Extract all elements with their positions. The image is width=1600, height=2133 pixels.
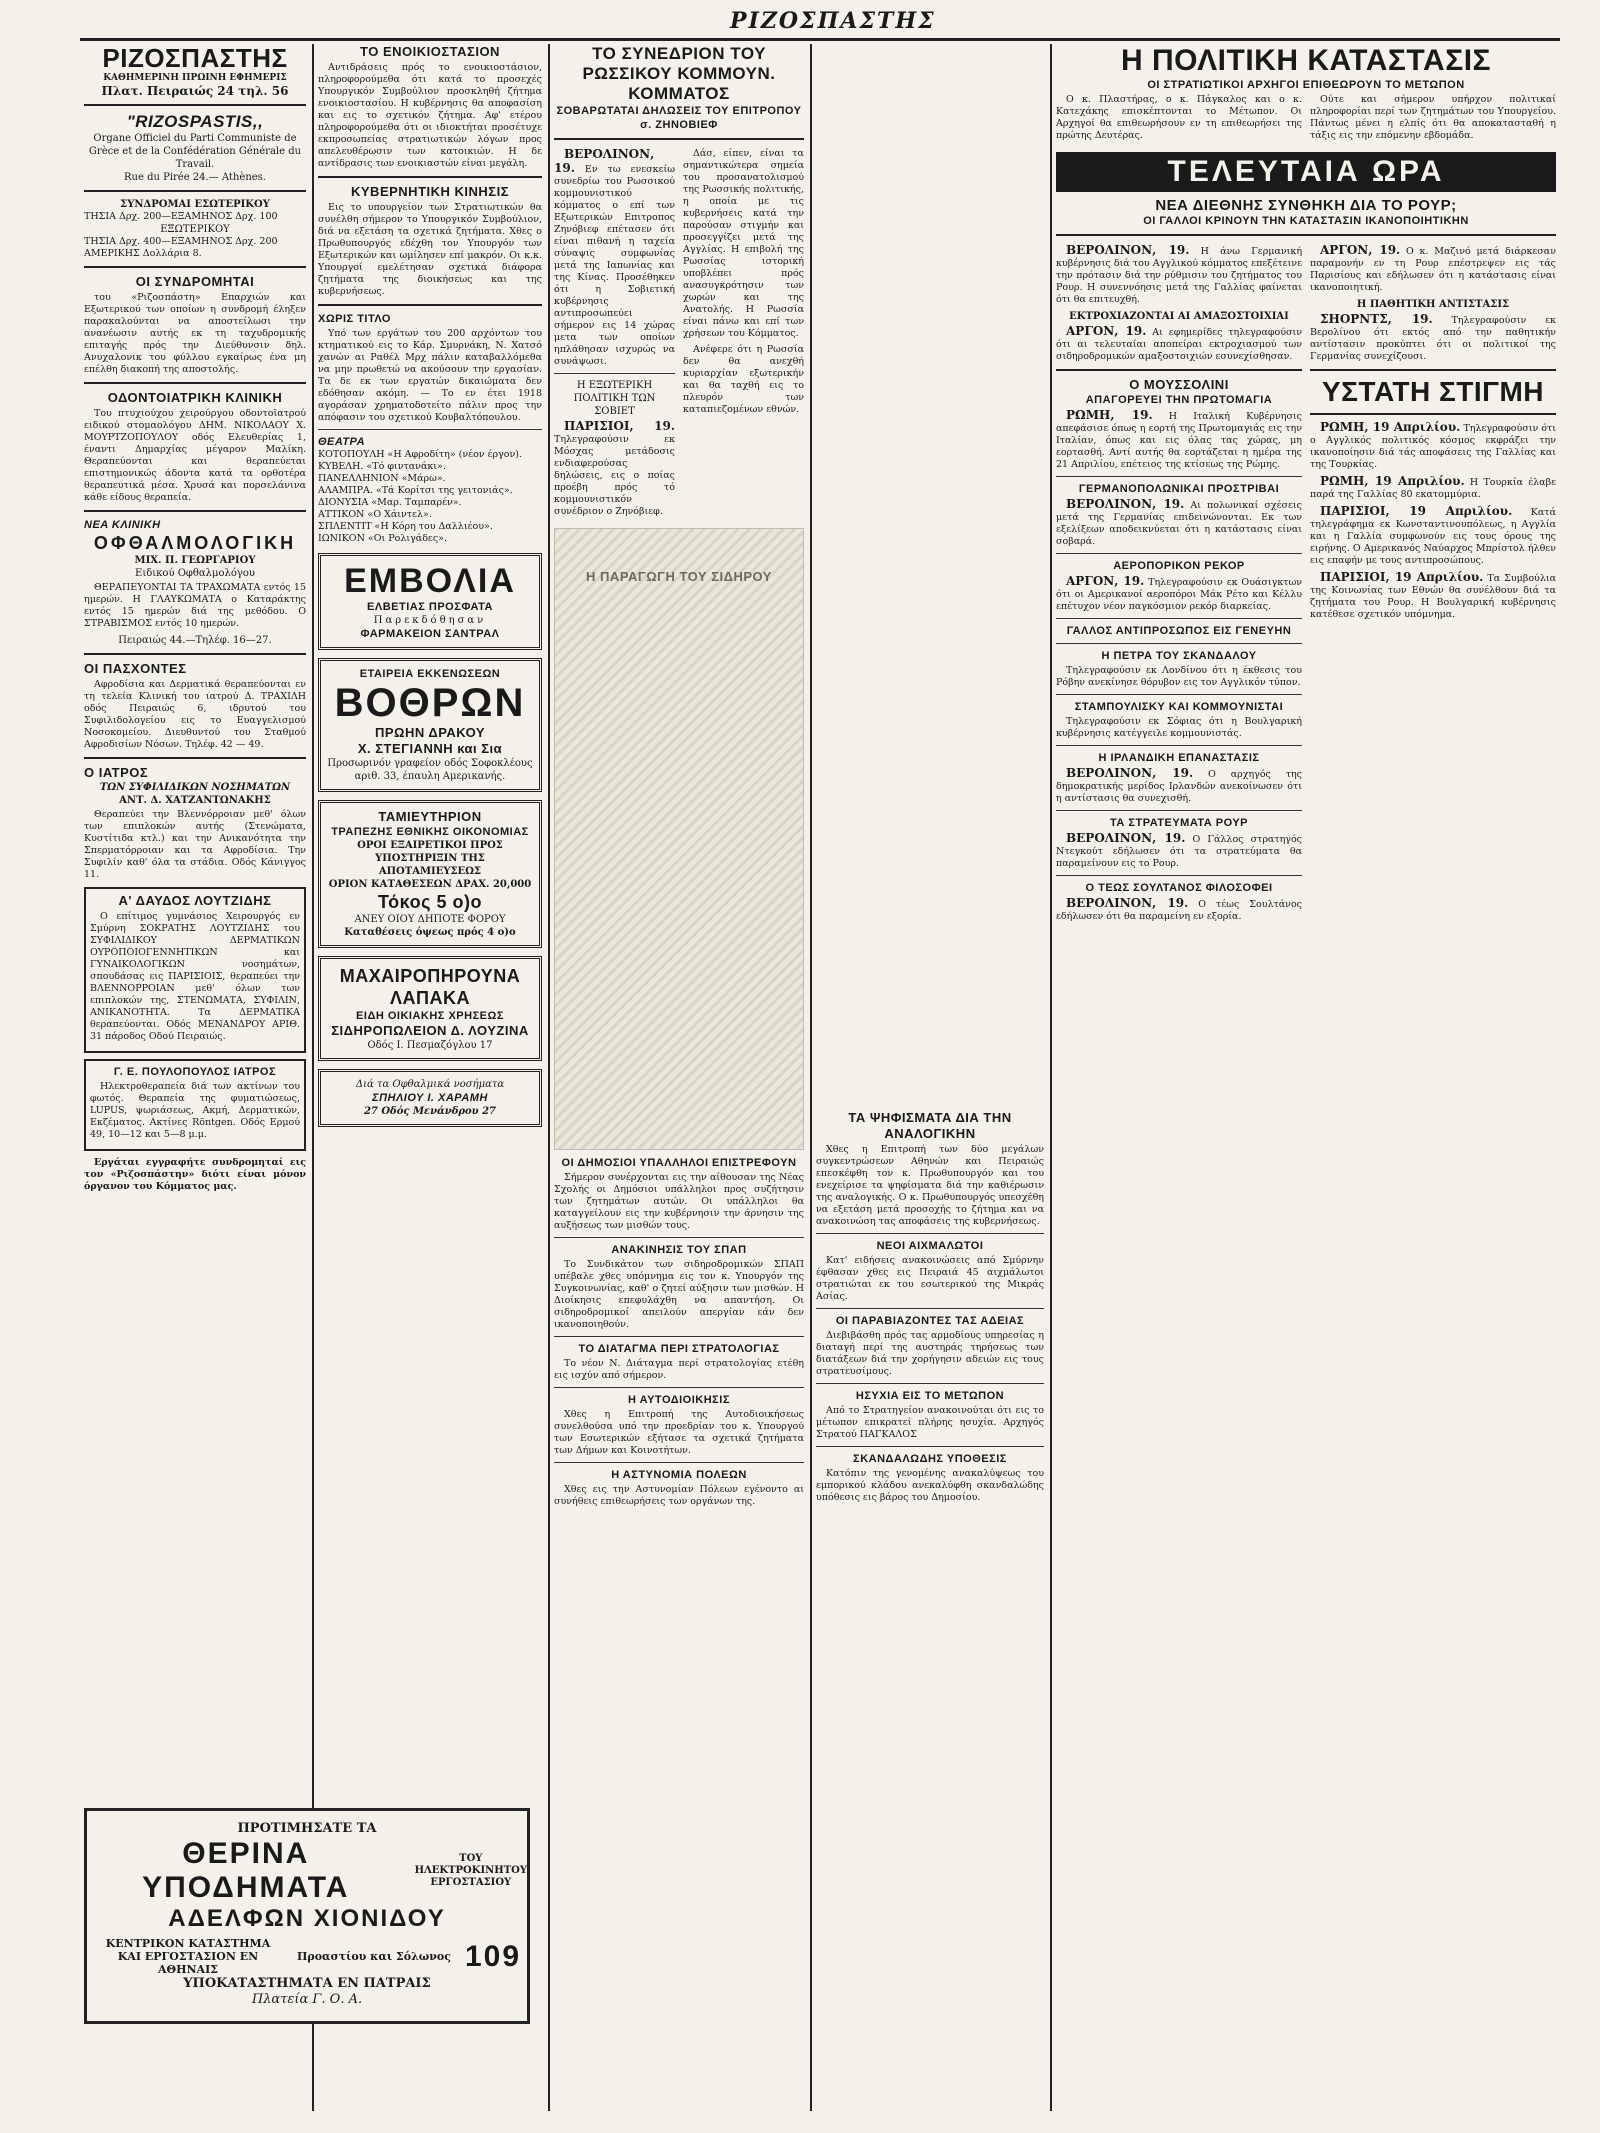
heading: ΤΟ ΔΙΑΤΑΓΜΑ ΠΕΡΙ ΣΤΡΑΤΟΛΟΓΙΑΣ: [578, 1343, 780, 1355]
article-text: Η Ιταλική Κυβέρνησις απεφάσισε όπως η εορτή της Πρωτομαγιάς εις την Ιταλίαν, όπως και εις όλας τας χώρας, μη εορτασθή. Αντί αυτής θα εορτάζεται η ημέρα της 21 Απριλίου, επέτειος της κτίσεως της Ρώμης.: [1056, 411, 1302, 470]
masthead-strip: [80, 8, 1560, 41]
banner-last-hour: ΤΕΛΕΥΤΑΙΑ ΩΡΑ: [1056, 152, 1556, 192]
doctor-name: ΑΝΤ. Δ. ΧΑΤΖΑΝΤΩΝΑΚΗΣ: [119, 795, 271, 806]
article-text: Διεβιβάσθη πρός τας αρμοδίους υπηρεσίας η διαταγή περί της αυστηράς τηρήσεως των διατάξεων διά την χορήγησιν αδειών εις τους στρατευσίμους.: [816, 1330, 1044, 1377]
article-text: Τηλεγραφούσιν εκ Βερολίνου ότι εκτός από την παθητικήν αντίστασιν προκύπτει ότι οι πολιτικοί της Γερμανίας συνεχίζουσι.: [1310, 315, 1556, 362]
heading-small: ΝΕΑ ΚΛΙΝΙΚΗ: [84, 519, 161, 531]
ad-box: [84, 887, 306, 1053]
dateline: ΒΕΡΟΛΙΝΟΝ, 19.: [1066, 497, 1185, 511]
ad-title: ΕΜΒΟΛΙΑ: [344, 562, 516, 600]
subheadline: ΣΟΒΑΡΩΤΑΤΑΙ ΔΗΛΩΣΕΙΣ ΤΟΥ ΕΠΙΤΡΟΠΟΥ σ. ΖΗΝΟΒΙΕΦ: [556, 105, 802, 131]
article-text: Τηλεγραφούσιν εκ Λονδίνου ότι η έκθεσις του Ρόβην ανεκίνησε θόρυβον εις τον Αγγλικόν τύπον.: [1056, 665, 1302, 688]
theatre-listing: ΑΛΑΜΠΡΑ. «Τά Κορίτσι της γειτονιάς».: [318, 485, 513, 496]
faded-article: [554, 528, 804, 1150]
heading: ΑΕΡΟΠΟΡΙΚΟΝ ΡΕΚΟΡ: [1113, 560, 1245, 572]
article-text: Κατ' ειδήσεις ανακοινώσεις από Σμύρνην έφθασαν χθες εις Πειραιά 45 αιχμάλωτοι στρατιώται εκ του εσωτερικού της Μικράς Ασίας.: [816, 1255, 1044, 1302]
heading: ΣΚΑΝΔΑΛΩΔΗΣ ΥΠΟΘΕΣΙΣ: [853, 1453, 1007, 1465]
ad-line: ΤΡΑΠΕΖΗΣ ΕΘΝΙΚΗΣ ΟΙΚΟΝΟΜΙΑΣ: [331, 826, 529, 838]
dateline: ΣΗΟΡΝΤΣ, 19.: [1320, 312, 1433, 326]
ad-line: 27 Οδός Μενάνδρου 27: [363, 1106, 497, 1117]
heading: Η ΑΣΤΥΝΟΜΙΑ ΠΟΛΕΩΝ: [611, 1469, 747, 1481]
theatre-listing: ΑΤΤΙΚΟΝ «Ο Χάιντελ».: [318, 509, 432, 520]
heading: ΘΕΑΤΡΑ: [318, 436, 366, 448]
heading: ΟΙ ΣΥΝΔΡΟΜΗΤΑΙ: [135, 274, 255, 289]
dateline: ΒΕΡΟΛΙΝΟΝ, 19.: [1066, 831, 1186, 845]
ad-line: Χ. ΣΤΕΓΙΑΝΝΗ και Σια: [357, 741, 503, 756]
dateline: Δάσ, είπεν,: [693, 148, 753, 159]
heading: Ο ΙΑΤΡΟΣ: [84, 765, 149, 780]
ad-line: ΟΡΙΟΝ ΚΑΤΑΘΕΣΕΩΝ ΔΡΑΧ. 20,000: [328, 879, 532, 890]
ad-line: Διά τα Οφθαλμικά νοσήματα: [355, 1079, 505, 1090]
ad-number: 109: [464, 1939, 522, 1973]
split-article: [554, 146, 804, 522]
ad-line: Προαστίου και Σόλωνος: [296, 1949, 451, 1963]
ad-line: ΣΠΗΛΙΟΥ Ι. ΧΑΡΑΜΗ: [372, 1092, 488, 1104]
ad-line: ΑΝΕΥ ΟΙΟΥ ΔΗΠΟΤΕ ΦΟΡΟΥ: [354, 914, 506, 925]
article-text: Χθες η Επιτροπή της Αυτοδιοικήσεως συνελθούσα υπό την προεδρίαν του κ. Υπουργού των Εσωτερικών εξήτασε τα σχετικά ζητήματα των Δήμων και Κοινοτήτων.: [554, 1409, 804, 1456]
heading: ΟΙ ΔΗΜΟΣΙΟΙ ΥΠΑΛΛΗΛΟΙ ΕΠΙΣΤΡΕΦΟΥΝ: [561, 1157, 797, 1169]
ad-title: ΒΟΘΡΩΝ: [334, 681, 526, 725]
heading: ΣΤΑΜΠΟΥΛΙΣΚΥ ΚΑΙ ΚΟΜΜΟΥΝΙΣΤΑΙ: [1074, 701, 1284, 713]
ad-line: ΚΕΝΤΡΙΚΟΝ ΚΑΤΑΣΤΗΜΑ ΚΑΙ ΕΡΓΟΣΤΑΣΙΟΝ ΕΝ ΑΘΗΝΑΙΣ: [105, 1937, 271, 1976]
article-text: ΘΕΡΑΠΕΥΟΝΤΑΙ ΤΑ ΤΡΑΧΩΜΑΤΑ εντός 15 ημερών. Η ΓΛΑΥΚΩΜΑΤΑ ο Καταράκτης εντός 15 ημερών διά της μεθόδου. Ο ΣΤΡΑΒΙΣΜΟΣ εντός 10 ημερών.: [84, 582, 306, 629]
article-text: Αφροδίσια και Δερματικά θεραπεύονται εν τη τελεία Κλινική του ιατρού Δ. ΤΡΑΧΙΛΗ οδός Πειραιώς 6, ιδρυτού του Συφιλιδολογείου εις το Ευαγγελισμού Νοσοκομείου. Διευθυντού του Σταθμού Αφροδισίων Νόσων. Τηλέφ. 42 — 49.: [84, 679, 306, 750]
subs-line: ΕΞΩΤΕΡΙΚΟΥ: [160, 224, 230, 235]
article-text: Ο Γάλλος στρατηγός Ντεγκούτ εδήλωσεν ότι τα στρατεύματα θα παραμείνουν εις το Ρουρ.: [1056, 834, 1303, 869]
heading: ΤΑ ΣΤΡΑΤΕΥΜΑΤΑ ΡΟΥΡ: [1109, 817, 1249, 829]
ad-tamieftirion: [318, 800, 542, 948]
paper-title: ΡΙΖΟΣΠΑΣΤΗΣ: [102, 44, 288, 73]
article-text: Ο κ. Μαζινό μετά διάρκεσαν παραμονήν εν τη Ρουρ επέστρεψεν εις τάς Παρισίους και εδήλωσεν ότι η κατάστασις είναι ικανοποιητική.: [1310, 246, 1556, 293]
subheadline: ΟΙ ΣΤΡΑΤΙΩΤΙΚΟΙ ΑΡΧΗΓΟΙ ΕΠΙΘΕΩΡΟΥΝ ΤΟ ΜΕΤΩΠΟΝ: [1147, 79, 1465, 91]
heading: ΟΔΟΝΤΟΙΑΤΡΙΚΗ ΚΛΙΝΙΚΗ: [107, 390, 283, 405]
article-text: Τηλεγραφούσιν εκ Μόσχας μετάδοσις ενδιαφερούσας δηλώσεις, εις ο ποίας προέβη πρός τό κομμουνιστικόν συνέδριον ο Ζηνόβιεφ.: [554, 434, 675, 517]
subheading: ΤΩΝ ΣΥΦΙΛΙΔΙΚΩΝ ΝΟΣΗΜΑΤΩΝ: [99, 782, 291, 793]
dateline: ΠΑΡΙΣΙΟΙ, 19.: [564, 419, 675, 433]
column-2: [318, 44, 542, 1803]
column-1: [84, 44, 306, 1803]
dateline: ΡΩΜΗ, 19.: [1066, 408, 1153, 422]
article-text: Ηλεκτροθεραπεία διά των ακτίνων του φωτός. Θεραπεία της φυματιώσεως, LUPUS, ψωριάσεως, Ακμή, Δερματικών, Εκζέματος. Ακτίνες Röntgen. Οδός Ερμού 49, 10—12 και 5—8 μ.μ.: [90, 1081, 300, 1140]
doctor-specialty: Ειδικού Οφθαλμολόγου: [135, 568, 255, 579]
article-text: Εν τω ενεσκείω συνεδρίω του Ρωσσικού κομμουνιστικού κόμματος ο επί των Εξωτερικών Επιτροπος Ζηνόβιεφ επέτασεν ότι είναι πιθανή η ταχεία σύναψις συμφωνίας μετά της Ιαπωνίας και της Κίνας. Προσέθηκεν ότι η Σοβιετική κυβέρνησις αντιπροσωπεύει σήμερον εις 14 χώρας μετα των οποίων ηπλάθησαν ισχυρώς να συνάψωσι.: [554, 164, 675, 367]
heading: ΓΕΡΜΑΝΟΠΟΛΩΝΙΚΑΙ ΠΡΟΣΤΡΙΒΑΙ: [1078, 483, 1280, 495]
ad-title: ΘΕΡΙΝΑ ΥΠΟΔΗΜΑΤΑ: [142, 1837, 350, 1904]
address: Πειραιώς 44.—Τηλέφ. 16—27.: [118, 635, 272, 646]
paper-subtitle: ΚΑΘΗΜΕΡΙΝΗ ΠΡΩΙΝΗ ΕΦΗΜΕΡΙΣ: [103, 73, 287, 83]
article-text: Σήμερον συνέρχονται εις την αίθουσαν της Νέας Σχολής οι Δημόσιοι υπάλληλοι προς συζήτησιν των ζητημάτων αυτών. Οι υπάλληλοι θα καταγγείλουν εις την κυβέρνησιν την άρνησιν της αυξήσεως των μισθών τους.: [554, 1172, 804, 1231]
article-text: Εργάται εγγραφήτε συνδρομηταί εις τον «Ριζοσπάστην» διότι είναι μόνον όργανον του Κόμματος μας.: [84, 1157, 306, 1192]
subheadline: ΟΙ ΓΑΛΛΟΙ ΚΡΙΝΟΥΝ ΤΗΝ ΚΑΤΑΣΤΑΣΙΝ ΙΚΑΝΟΠΟΙΗΤΙΚΗΝ: [1143, 215, 1469, 227]
doctor-name: ΜΙΧ. Π. ΓΕΩΡΓΑΡΙΟΥ: [134, 555, 256, 566]
headline: Η ΠΟΛΙΤΙΚΗ ΚΑΤΑΣΤΑΣΙΣ: [1120, 44, 1492, 77]
subs-line: ΑΜΕΡΙΚΗΣ Δολλάρια 8.: [84, 248, 202, 259]
dateline: ΑΡΓΟΝ, 19.: [1066, 324, 1147, 338]
ad-line: Πλατεία Γ. Ο. Α.: [251, 1992, 363, 2007]
latin-address: Rue du Pirée 24.— Athènes.: [124, 172, 266, 183]
ad-line: ΤΟΥ ΗΛΕΚΤΡΟΚΙΝΗΤΟΥ ΕΡΓΟΣΤΑΣΙΟΥ: [414, 1853, 528, 1888]
article-text: Ο τέως Σουλτάνος εδήλωσεν ότι θα παραμείνη εν εξορία.: [1056, 899, 1303, 922]
ad-line: ΕΙΔΗ ΟΙΚΙΑΚΗΣ ΧΡΗΣΕΩΣ: [356, 1010, 504, 1022]
ad-line: Οδός Ι. Πεσμαζόγλου 17: [367, 1040, 493, 1051]
article-text: Το Συνδικάτον των σιδηροδρομικών ΣΠΑΠ υπέβαλε χθες υπόμνημα εις τον κ. Υπουργόν της Συγκοινωνίας, καθ' ο ζητεί αύξησιν των μισθών. Η Διοίκησις επεφυλάχθη να απαντήση. Οι σιδηροδρομικοί απειλούν απεργίαν εάν δεν ικανοποιηθούν.: [554, 1259, 804, 1330]
article-text: Η άνω Γερμανική κυβέρνησις διά του Αγγλικού κόμματος επεξέτεινε την πρότασιν διά την ρύθμισιν του ζητήματος του Ρουρ. Η συνεννόησις μετά της Γαλλίας φαίνεται ότι θα επιτευχθή.: [1056, 246, 1303, 305]
heading: Η ΠΕΤΡΑ ΤΟΥ ΣΚΑΝΔΑΛΟΥ: [1101, 650, 1257, 662]
article-text: Εις το υπουργείον των Στρατιωτικών θα συνέλθη σήμερον το Υπουργικόν Συμβούλιον, διά να εξετάση τα σχετικά ζητήματα. Χθες ο Πρωθυπουργός εδέχθη τον Υπουργόν των Εξωτερικών και ωμίλησεν επί μακρόν. Οι κ.κ. Υπουργοί εμελέτησαν σχετικά διάφορα ζητήματα της διοικήσεως και της κυβερνήσεως.: [318, 202, 542, 297]
article-text: Θεραπεύει την Βλεννόρροιαν μεθ' όλων των επιπλοκών αυτής (Στενώματα, Κυστίτιδα κτλ.) και την Ανικανότητα την Σπερματόρροιαν και τα Αφροδίσια. Την Συφιλίν καθ' όλα τα στάδια. Οδός Κάνιγγος 11.: [84, 809, 306, 880]
subs-line: ΤΗΣΙΑ Δρχ. 400—ΕΞΑΜΗΝΟΣ Δρχ. 200: [84, 236, 278, 247]
heading: Ο ΤΕΩΣ ΣΟΥΛΤΑΝΟΣ ΦΙΛΟΣΟΦΕΙ: [1085, 882, 1273, 894]
dateline: ΒΕΡΟΛΙΝΟΝ, 19.: [1066, 243, 1190, 257]
ad-line: ΕΤΑΙΡΕΙΑ ΕΚΚΕΝΩΣΕΩΝ: [359, 668, 501, 680]
dateline: ΡΩΜΗ, 19 Απριλίου.: [1320, 420, 1461, 434]
theatre-listing: ΠΑΝΕΛΛΗΝΙΟΝ «Μάρω».: [318, 473, 446, 484]
heading: ΟΙ ΠΑΣΧΟΝΤΕΣ: [84, 661, 187, 676]
dateline: ΠΑΡΙΣΙΟΙ, 19 Απριλίου.: [1320, 570, 1484, 584]
article-text: Αντιδράσεις πρός το ενοικιοστάσιον, πληροφορούμεθα ότι κατά το προσεχές Υπουργικόν Συμβούλιον προσκληθή ζήτημα ενοικιοστασίου. Η κυβέρνησις θα αποφασίση και εις το σχετικόν ζήτημα. Αφ' ετέρου πληροφορούμεθα ότι οι ιδιοκτήται προσέτυχε εκπροσωπείας στρατιωτικών λόγων προς απελευθέρωσιν των κατοικιών. Η δε αντίδρασις των ενοικιαστών είναι μεγάλη.: [318, 62, 542, 169]
dateline: ΒΕΡΟΛΙΝΟΝ, 19.: [1066, 896, 1189, 910]
heading: Ο ΜΟΥΣΣΟΛΙΝΙ: [1129, 377, 1229, 392]
ad-line: ΕΛΒΕΤΙΑΣ ΠΡΟΣΦΑΤΑ: [367, 601, 493, 613]
ad-emvolia: [318, 553, 542, 650]
faded-heading: Η ΠΑΡΑΓΩΓΗ ΤΟΥ ΣΙΔΗΡΟΥ: [586, 569, 772, 584]
ad-box: [84, 1059, 306, 1151]
theatre-listing: ΚΟΤΟΠΟΥΛΗ «Η Αφροδίτη» (νέον έργον).: [318, 449, 522, 460]
ad-title: ΤΑΜΙΕΥΤΗΡΙΟΝ: [378, 809, 482, 824]
ad-oftalm: [318, 1069, 542, 1127]
ad-line: Παρεκδόθησαν: [373, 615, 487, 626]
column-4: [816, 1110, 1044, 2113]
subs-line: ΤΗΣΙΑ Δρχ. 200—ΕΞΑΜΗΝΟΣ Δρχ. 100: [84, 211, 278, 222]
article-text: Αι πολωνικαί σχέσεις μετά της Γερμανίας επιδεινώνονται. Εκ των εξελίξεων αποδεικνύεται ότι η κατάστασις είναι σοβαρά.: [1056, 500, 1302, 547]
article-text: Από το Στρατηγείον ανακοινούται ότι εις το μέτωπον επικρατεί πλήρης ησυχία. Αρχηγός Στρατού ΠΑΓΚΑΛΟΣ: [816, 1405, 1044, 1440]
dateline: ΑΡΓΟΝ, 19.: [1320, 243, 1401, 257]
heading: Α' ΔΑΥΔΟΣ ΛΟΥΤΖΙΔΗΣ: [118, 893, 272, 908]
ad-brand: ΑΔΕΛΦΩΝ ΧΙΟΝΙΔΟΥ: [168, 1905, 446, 1932]
column-rule: [548, 44, 550, 2111]
article-text: Χθες η Επιτροπή των δύο μεγάλων συγκεντρώσεων Αθηνών και Πειραιώς επεσκέφθη τον κ. Πρωθυπουργόν και του ενεχείρισε τα ψηφίσματα διά την καθιέρωσιν της αναλογικής. Ο κ. Πρωθυπουργός υπεσχέθη να εξετάση μετά προσοχής το ζήτημα και να ανακοινώση τας αποφάσεις της κυβερνήσεως.: [816, 1144, 1044, 1227]
shoe-ad: [84, 1808, 530, 2024]
article-text: Τηλεγραφούσιν εκ Ουάσιγκτων ότι οι Αμερικανοί αεροπόροι Μάκ Ρέτο και Κέλλυ επέτυχον νέον παγκόσμιον ρεκόρ διαρκείας.: [1056, 577, 1302, 612]
dateline: ΒΕΡΟΛΙΝΟΝ, 19.: [1066, 766, 1194, 780]
dateline: ΑΡΓΟΝ, 19.: [1066, 574, 1145, 588]
heading: Γ. Ε. ΠΟΥΛΟΠΟΥΛΟΣ ΙΑΤΡΟΣ: [113, 1066, 277, 1078]
article-text: Ο κ. Πλαστήρας, ο κ. Πάγκαλος και ο κ. Κατεχάκης επισκέπτονται το Μέτωπον. Οι Αρχηγοί θα επιθεωρήσουν εν τη επιθεωρήσει της πρώτης Δευτέρας.: [1056, 94, 1302, 141]
paper-address: Πλατ. Πειραιώς 24 τηλ. 56: [101, 84, 289, 98]
column-5: [1056, 44, 1556, 2113]
theatre-listing: ΙΩΝΙΚΟΝ «Οι Ρολιγάδες».: [318, 533, 448, 544]
article-text: Του πτυχιούχου χειρούργου οδοντοϊατρού ειδικού στομαολόγου ΔΗΜ. ΝΙΚΟΛΑΟΥ Χ. ΜΟΥΡΤΖΟΠΟΥΛΟΥ οδός Ελευθερίας 1, έναντι Δημαρχίας μέγαρον Μαλίκη. Θεραπεύονται και θεραπεύεται επιστημονικώς άδοντα κατά τα ορθοτέρα θεραπευτικά μέσα. Χρυσά και πορσελάνινα κάθε είδους θεραπεία.: [84, 408, 306, 503]
article-text: Ούτε και σήμερον υπήρχον πολιτικαί πληροφορίαι περί των ζητημάτων του Υπουργείου. Πάντως μένει η ελπίς ότι θα αποκατασταθή η τάξις εις την επόμενην εβδομάδα.: [1310, 94, 1556, 141]
article-text: του «Ριζοσπάστη» Επαρχιών και Εξωτερικού των οποίων η συνδρομή έληξεν παρακαλούνται να αποστείλωσι την ανανέωσιν αυτής εκ τη ταχυδρομικής επιταγής πρός την Διεύθυνσιν δηλ. Ανυχαλονικ του φύλλου εγκαίρως ένα μη επέλθη διακοπή της αποστολής.: [84, 292, 306, 375]
headline: ΝΕΑ ΔΙΕΘΝΗΣ ΣΥΝΘΗΚΗ ΔΙΑ ΤΟ ΡΟΥΡ;: [1155, 197, 1457, 214]
ad-line: ΥΠΟΚΑΤΑΣΤΗΜΑΤΑ ΕΝ ΠΑΤΡΑΙΣ: [183, 1976, 431, 1991]
heading: ΟΦΘΑΛΜΟΛΟΓΙΚΗ: [93, 533, 297, 553]
article-text: Η Τουρκία έλαβε παρά της Γαλλίας 80 εκατομμύρια.: [1310, 477, 1556, 500]
heading: ΤΟ ΕΝΟΙΚΙΟΣΤΑΣΙΟΝ: [360, 44, 500, 59]
column-rule: [312, 44, 314, 2111]
dateline: ΡΩΜΗ, 19 Απριλίου.: [1320, 474, 1465, 488]
heading: ΕΚΤΡΟΧΙΑΖΟΝΤΑΙ ΑΙ ΑΜΑΞΟΣΤΟΙΧΙΑΙ: [1069, 311, 1289, 322]
theatre-listing: ΣΠΛΕΝΤΙΤ «Η Κόρη του Δαλλιέου».: [318, 521, 493, 532]
heading: ΧΩΡΙΣ ΤΙΤΛΟ: [318, 313, 391, 325]
dateline: ΠΑΡΙΣΙΟΙ, 19 Απριλίου.: [1320, 504, 1513, 518]
headline: ΥΣΤΑΤΗ ΣΤΙΓΜΗ: [1321, 376, 1545, 407]
heading: Η ΑΥΤΟΔΙΟΙΚΗΣΙΣ: [628, 1394, 730, 1406]
heading: ΟΙ ΠΑΡΑΒΙΑΖΟΝΤΕΣ ΤΑΣ ΑΔΕΙΑΣ: [835, 1315, 1025, 1327]
heading: ΚΥΒΕΡΝΗΤΙΚΗ ΚΙΝΗΣΙΣ: [351, 184, 509, 199]
column-rule: [810, 44, 812, 2111]
article-text: Το νέον Ν. Διάταγμα περί στρατολογίας ετέθη εις ισχύν από σήμερον.: [554, 1358, 804, 1381]
heading: ΓΑΛΛΟΣ ΑΝΤΙΠΡΟΣΩΠΟΣ ΕΙΣ ΓΕΝΕΥΗΝ: [1066, 625, 1292, 637]
latin-title: "RIZOSPASTIS,,: [126, 112, 264, 131]
ad-line: Προσωρινόν γραφείον οδός Σοφοκλέους αριθ. 33, έπαυλη Αμερικανής.: [327, 758, 533, 782]
heading: ΤΑ ΨΗΦΙΣΜΑΤΑ ΔΙΑ ΤΗΝ ΑΝΑΛΟΓΙΚΗΝ: [848, 1110, 1012, 1141]
article-text: Τηλεγραφούσιν εκ Σόφιας ότι η Βουλγαρική κυβέρνησις κατέγγειλε κομμουνιστάς.: [1056, 716, 1302, 739]
heading: ΗΣΥΧΙΑ ΕΙΣ ΤΟ ΜΕΤΩΠΟΝ: [855, 1390, 1005, 1402]
article-text: Ανέφερε ότι η Ρωσσία δεν θα ανεχθή κυριαρχίαν εξωτερικήν και θα ταχθή εις το πλευρόν των καταπιεζομένων εθνών.: [683, 344, 804, 415]
dateline: ΒΕΡΟΛΙΝΟΝ, 19.: [554, 147, 655, 175]
article-text: Ο επίτιμος γυμνάσιος Χειρουργός εν Σμύρνη ΣΟΚΡΑΤΗΣ ΛΟΥΤΖΙΔΗΣ του ΣΥΦΙΛΙΔΙΚΟΥ ΔΕΡΜΑΤΙΚΩΝ ΟΥΡΟΠΟΙΟΓΕΝΝΗΤΙΚΩΝ και ΓΥΝΑΙΚΟΛΟΓΙΚΩΝ νοσημάτων, σπουδάσας εις ΠΑΡΙΣΙΟΙΣ, θεραπεύει την ΒΛΕΝΝΟΡΡΟΙΑΝ μεθ' όλων των επιπλοκών της, ΣΤΕΝΩΜΑΤΑ, ΣΥΦΙΛΙΝ, ΑΝΙΚΑΝΟΤΗΤΑ. Τα ΔΕΡΜΑΤΙΚΑ θεραπεύονται. Οδός ΜΕΝΑΝΔΡΟΥ ΑΡΙΘ. 31 πάροδος Οδού Πειραιώς.: [90, 911, 300, 1042]
article-text: Ο αρχηγός της δημοκρατικής μερίδος Ιρλανδών ανεκοίνωσεν ότι η αντίστασις θα συνεχισθή.: [1056, 769, 1303, 804]
ad-lapaka: [318, 956, 542, 1061]
ad-title: ΜΑΧΑΙΡΟΠΗΡΟΥΝΑ ΛΑΠΑΚΑ: [339, 966, 521, 1008]
article-text: είναι τα σημαντικώτερα σημεία του προσανατολισμού της Ρωσσικής πολιτικής, η οποία με τις κυβερνήσεις κατά την παρούσαν στιγμήν και προσεγγίζει μετά της Αγγλίας. Η επιβολή της Ρωσσίας ιστορική υποβλέπει πρός ανασυγκρότησιν των χωρών και της Ανατολής. Η Ρωσσία είναι πάνω και επί των χρήσεων του Κόμματος.: [683, 148, 804, 339]
article-text: Αι εφημερίδες τηλεγραφούσιν ότι αι τελευταίαι αποπείραι εκτροχιασμού των σιδηροδρομικών αμαξοστοιχιών εσυνεχίσθησαν.: [1056, 327, 1302, 362]
ad-line: ΣΙΔΗΡΟΠΩΛΕΙΟΝ Δ. ΛΟΥΖΙΝΑ: [331, 1023, 529, 1038]
column-3: [554, 44, 804, 2113]
article-text: Υπό των εργάτων του 200 αρχόντων του κτηματικού εις το Κάρ. Σμυρνάκη, Ν. Χατσό χανών αι Ραθέλ Μρχ πάλιν καταβαλλόμεθα να μην πρωθετώ να ακούσουν την εργασίαν. Τα δε εκ των εργατών δικαιώματα δεν εδόθησαν ακόμη. — Το εν έτει 1918 αγοράσαν χρηματοδοτείτο πάλιν προς την απόφασιν του σχετικού Κουβαλτόπουλου.: [318, 328, 542, 423]
article-text: Τηλεγραφούσιν ότι ο Αγγλικός πολιτικός κόσμος εκφράζει την ικανοποίησιν διά τάς αποφάσεις της Γαλλίας και της Τουρκίας.: [1310, 423, 1556, 470]
subheading: ΑΠΑΓΟΡΕΥΕΙ ΤΗΝ ΠΡΩΤΟΜΑΓΙΑ: [1085, 394, 1273, 406]
ad-vothron: [318, 658, 542, 792]
heading: ΝΕΟΙ ΑΙΧΜΑΛΩΤΟΙ: [876, 1240, 984, 1252]
article-text: Χθες εις την Αστυνομίαν Πόλεων εγένοντο αι συνήθεις επιθεωρήσεις των οργάνων της.: [554, 1484, 804, 1507]
heading: Η ΠΑΘΗΤΙΚΗ ΑΝΤΙΣΤΑΣΙΣ: [1356, 299, 1510, 310]
latin-desc: Organe Officiel du Parti Communiste de Grèce et de la Confédération Générale du Travail.: [88, 133, 302, 170]
heading: Η ΙΡΛΑΝΔΙΚΗ ΕΠΑΝΑΣΤΑΣΙΣ: [1098, 752, 1260, 764]
ad-line: ΠΡΩΗΝ ΔΡΑΚΟΥ: [374, 725, 486, 740]
ad-line: Καταθέσεις όψεως πρός 4 ο)ο: [344, 927, 516, 938]
column-rule: [1050, 44, 1052, 2111]
ad-line: ΟΡΟΙ ΕΞΑΙΡΕΤΙΚΟΙ ΠΡΟΣ ΥΠΟΣΤΗΡΙΞΙΝ ΤΗΣ ΑΠΟΤΑΜΙΕΥΣΕΩΣ: [357, 840, 503, 877]
subs-heading: ΣΥΝΔΡΟΜΑΙ ΕΣΩΤΕΡΙΚΟΥ: [120, 199, 270, 210]
theatre-listing: ΚΥΒΕΛΗ. «Τό φιντανάκι».: [318, 461, 446, 472]
ad-line: ΦΑΡΜΑΚΕΙΟΝ ΣΑΝΤΡΑΛ: [360, 628, 500, 640]
article-text: Κατά τηλεγράφημα εκ Κωνσταντινουπόλεως, η Αγγλία και η Γαλλία συμφωνούν εις τους όρους της ειρήνης. Ο Αμερικανός Ναύαρχος Μπρίστολ ήλθεν εις επαφήν με τους αντιπροσώπους.: [1310, 507, 1556, 566]
ad-line: ΠΡΟΤΙΜΗΣΑΤΕ ΤΑ: [237, 1821, 377, 1836]
masthead-name: ΡΙΖΟΣΠΑΣΤΗΣ: [730, 8, 936, 34]
heading: ΑΝΑΚΙΝΗΣΙΣ ΤΟΥ ΣΠΑΠ: [611, 1244, 747, 1256]
theatre-listing: ΔΙΟΝΥΣΙΑ «Μαρ. Ταμπαρέν».: [318, 497, 462, 508]
heading: Η ΕΞΩΤΕΡΙΚΗ ΠΟΛΙΤΙΚΗ ΤΩΝ ΣΟΒΙΕΤ: [573, 380, 656, 417]
article-text: Τα Συμβούλια της Κοινωνίας των Εθνών θα συνέλθουν διά τα ζητήματα του Ρουρ. Η Βουλγαρική κυβέρνησις κατέθεσε σχετικόν υπόμνημα.: [1310, 573, 1556, 620]
headline: ΤΟ ΣΥΝΕΔΡΙΟΝ ΤΟΥ ΡΩΣΣΙΚΟΥ ΚΟΜΜΟΥΝ. ΚΟΜΜΑΤΟΣ: [582, 44, 776, 103]
article-text: Κατόπιν της γενομένης ανακαλύψεως του εμπορικού κλάδου ανεκαλύφθη σκανδαλώδης υπόθεσις εις βάρος του Δημοσίου.: [816, 1468, 1044, 1503]
ad-line: Τόκος 5 ο)ο: [378, 892, 482, 912]
